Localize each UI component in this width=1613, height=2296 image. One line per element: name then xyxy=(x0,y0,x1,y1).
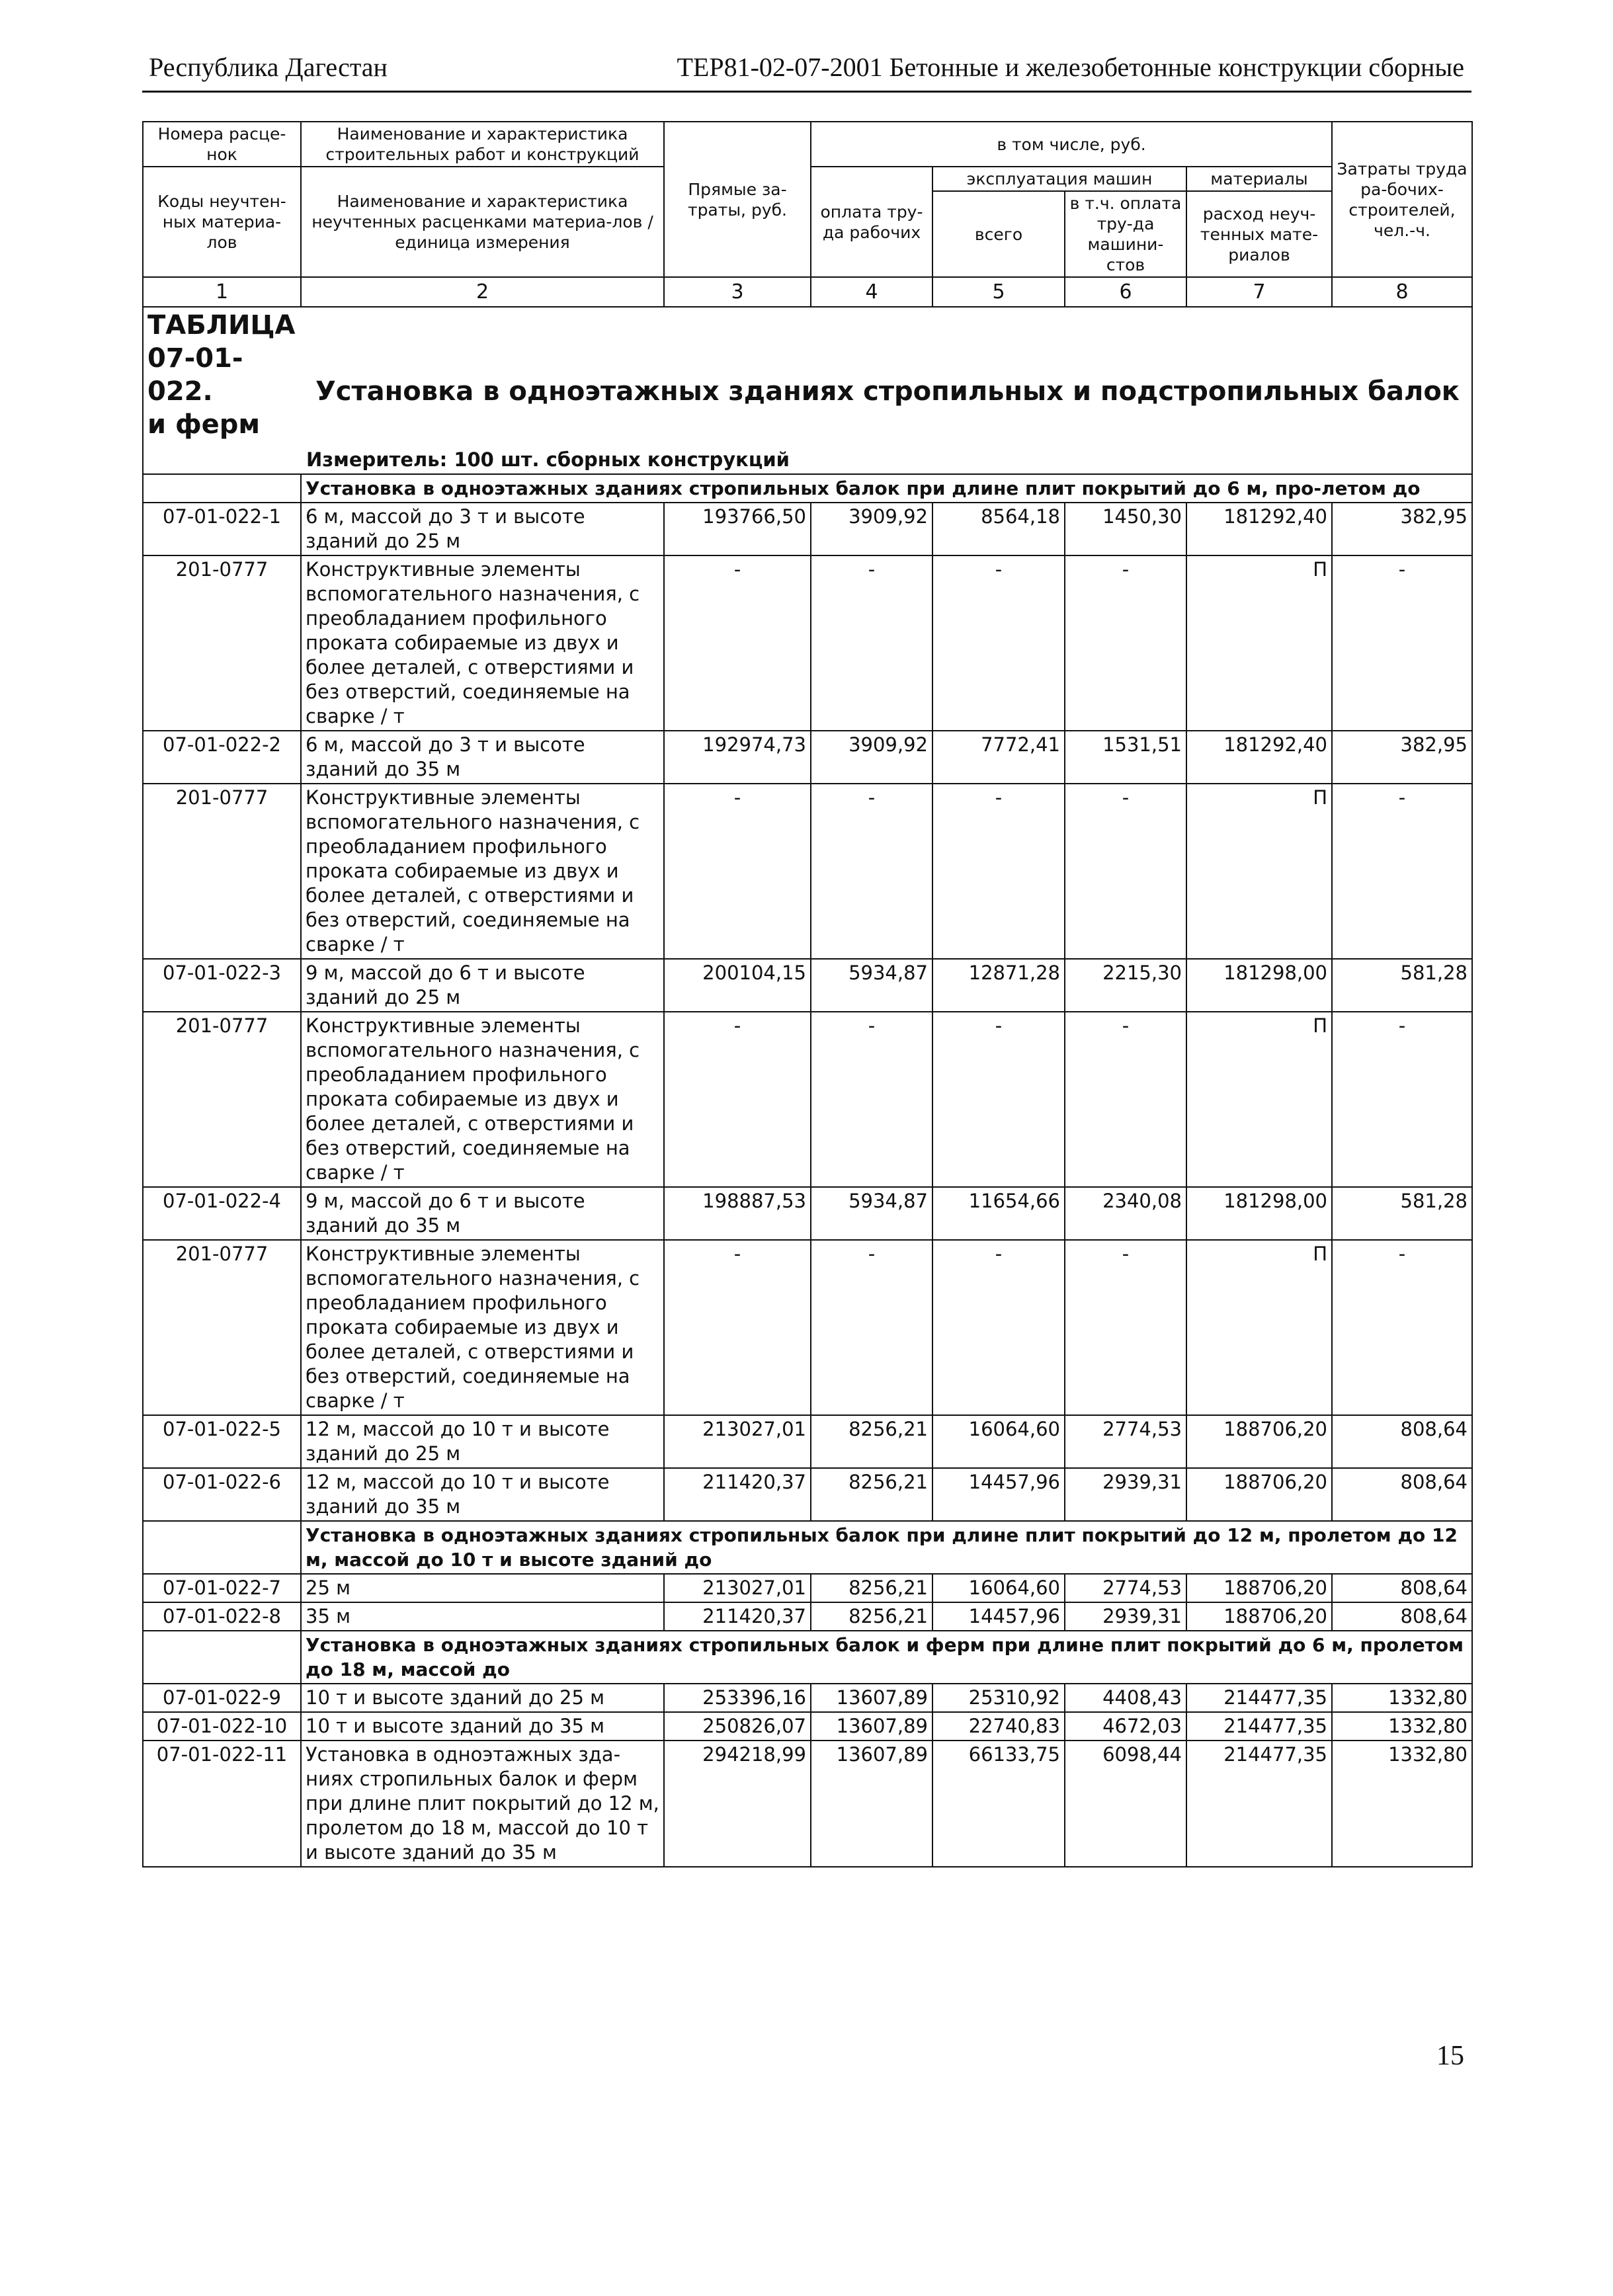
row-mat: 214477,35 xyxy=(1186,1684,1332,1712)
col-num: 4 xyxy=(811,277,932,307)
row-labor: 3909,92 xyxy=(811,731,932,784)
row-code: 07-01-022-6 xyxy=(143,1468,301,1521)
material-dash: - xyxy=(664,784,811,959)
material-dash: - xyxy=(1065,1012,1186,1187)
material-name: Конструктивные элементы вспомогательного назначения, с преобладанием профильного проката собираемые из двух и более деталей, с отверстиями и без отверстий, соединяемые на сварке / т xyxy=(301,784,664,959)
row-mach-labor: 4408,43 xyxy=(1065,1684,1186,1712)
row-direct: 211420,37 xyxy=(664,1602,811,1631)
section-heading: Установка в одноэтажных зданиях стропильных балок при длине плит покрытий до 6 м, про-летом до xyxy=(301,474,1472,503)
material-row xyxy=(143,784,1472,959)
row-hours: 1332,80 xyxy=(1332,1741,1472,1867)
col-head-4: оплата тру-да рабочих xyxy=(811,167,932,277)
material-name: Конструктивные элементы вспомогательного назначения, с преобладанием профильного проката собираемые из двух и более деталей, с отверстиями и без отверстий, соединяемые на сварке / т xyxy=(301,1012,664,1187)
section-spacer xyxy=(143,1631,301,1684)
material-dash: - xyxy=(932,784,1065,959)
row-name: 25 м xyxy=(301,1574,664,1602)
row-mach: 11654,66 xyxy=(932,1187,1065,1240)
row-hours: 581,28 xyxy=(1332,1187,1472,1240)
row-mach: 16064,60 xyxy=(932,1415,1065,1468)
material-code: 201-0777 xyxy=(143,555,301,731)
row-hours: 808,64 xyxy=(1332,1574,1472,1602)
row-mach-labor: 4672,03 xyxy=(1065,1712,1186,1741)
section-heading: Установка в одноэтажных зданиях стропильных балок и ферм при длине плит покрытий до 6 м, пролетом до 18 м, массой до xyxy=(301,1631,1472,1684)
row-mach: 25310,92 xyxy=(932,1684,1065,1712)
material-code: 201-0777 xyxy=(143,1240,301,1415)
table-label: ТАБЛИЦА 07-01-022. xyxy=(147,310,296,407)
row-mach-labor: 2340,08 xyxy=(1065,1187,1186,1240)
row-hours: 808,64 xyxy=(1332,1602,1472,1631)
row-name: 6 м, массой до 3 т и высоте зданий до 25 м xyxy=(301,503,664,555)
row-direct: 253396,16 xyxy=(664,1684,811,1712)
row-labor: 8256,21 xyxy=(811,1602,932,1631)
table-row xyxy=(143,1574,1472,1602)
row-code: 07-01-022-8 xyxy=(143,1602,301,1631)
page-number: 15 xyxy=(1436,2041,1464,2071)
col-head-2-top: Наименование и характеристика строительных работ и конструкций xyxy=(301,122,664,167)
row-name: 10 т и высоте зданий до 35 м xyxy=(301,1712,664,1741)
row-hours: 808,64 xyxy=(1332,1415,1472,1468)
row-hours: 581,28 xyxy=(1332,959,1472,1012)
table-row xyxy=(143,1415,1472,1468)
material-name: Конструктивные элементы вспомогательного назначения, с преобладанием профильного проката собираемые из двух и более деталей, с отверстиями и без отверстий, соединяемые на сварке / т xyxy=(301,555,664,731)
rates-table xyxy=(142,121,1473,1867)
col-num: 6 xyxy=(1065,277,1186,307)
col-num: 1 xyxy=(143,277,301,307)
material-dash: - xyxy=(811,555,932,731)
row-labor: 8256,21 xyxy=(811,1574,932,1602)
row-mach: 12871,28 xyxy=(932,959,1065,1012)
row-direct: 193766,50 xyxy=(664,503,811,555)
material-dash: - xyxy=(1065,555,1186,731)
row-mach: 8564,18 xyxy=(932,503,1065,555)
row-code: 07-01-022-4 xyxy=(143,1187,301,1240)
row-mat: 181292,40 xyxy=(1186,731,1332,784)
table-row xyxy=(143,731,1472,784)
material-p: П xyxy=(1186,784,1332,959)
row-labor: 5934,87 xyxy=(811,1187,932,1240)
section-heading: Установка в одноэтажных зданиях стропильных балок при длине плит покрытий до 12 м, пролетом до 12 м, массой до 10 т и высоте зданий до xyxy=(301,1521,1472,1574)
col-head-5: всего xyxy=(932,191,1065,277)
material-dash: - xyxy=(1332,1240,1472,1415)
row-labor: 13607,89 xyxy=(811,1712,932,1741)
row-name: 9 м, массой до 6 т и высоте зданий до 25 м xyxy=(301,959,664,1012)
row-code: 07-01-022-9 xyxy=(143,1684,301,1712)
row-mach: 14457,96 xyxy=(932,1602,1065,1631)
material-dash: - xyxy=(1332,1012,1472,1187)
material-p: П xyxy=(1186,1240,1332,1415)
material-code: 201-0777 xyxy=(143,784,301,959)
row-mat: 181298,00 xyxy=(1186,959,1332,1012)
row-labor: 5934,87 xyxy=(811,959,932,1012)
table-title xyxy=(147,309,1468,441)
row-labor: 13607,89 xyxy=(811,1684,932,1712)
material-row xyxy=(143,1012,1472,1187)
col-head-6: в т.ч. оплата тру-да машини-стов xyxy=(1065,191,1186,277)
table-row xyxy=(143,959,1472,1012)
col-head-3: Прямые за-траты, руб. xyxy=(664,122,811,277)
section-spacer xyxy=(143,1521,301,1574)
row-mat: 181292,40 xyxy=(1186,503,1332,555)
material-dash: - xyxy=(1065,784,1186,959)
row-direct: 192974,73 xyxy=(664,731,811,784)
row-code: 07-01-022-2 xyxy=(143,731,301,784)
row-hours: 1332,80 xyxy=(1332,1684,1472,1712)
section-spacer xyxy=(143,474,301,503)
row-mach-labor: 2939,31 xyxy=(1065,1468,1186,1521)
col-head-materials: материалы xyxy=(1186,167,1332,191)
material-dash: - xyxy=(1065,1240,1186,1415)
row-direct: 211420,37 xyxy=(664,1468,811,1521)
table-title-text: Установка в одноэтажных зданиях стропильных и подстропильных балок и ферм xyxy=(147,376,1460,440)
table-row xyxy=(143,1741,1472,1867)
col-head-incl: в том числе, руб. xyxy=(811,122,1332,167)
row-code: 07-01-022-10 xyxy=(143,1712,301,1741)
row-mach-labor: 2774,53 xyxy=(1065,1574,1186,1602)
row-mat: 181298,00 xyxy=(1186,1187,1332,1240)
row-name: 10 т и высоте зданий до 25 м xyxy=(301,1684,664,1712)
material-dash: - xyxy=(1332,555,1472,731)
row-mach-labor: 1531,51 xyxy=(1065,731,1186,784)
col-head-2-bottom: Наименование и характеристика неучтенных расценками материа-лов / единица измерения xyxy=(301,167,664,277)
row-labor: 13607,89 xyxy=(811,1741,932,1867)
material-code: 201-0777 xyxy=(143,1012,301,1187)
row-mach-labor: 6098,44 xyxy=(1065,1741,1186,1867)
col-head-1-top: Номера расце-нок xyxy=(143,122,301,167)
col-num: 8 xyxy=(1332,277,1472,307)
header-right: ТЕР81-02-07-2001 Бетонные и железобетонные конструкции сборные xyxy=(677,52,1464,82)
table-row xyxy=(143,503,1472,555)
col-num: 7 xyxy=(1186,277,1332,307)
row-mach-labor: 2215,30 xyxy=(1065,959,1186,1012)
row-direct: 200104,15 xyxy=(664,959,811,1012)
table-row xyxy=(143,1602,1472,1631)
material-p: П xyxy=(1186,1012,1332,1187)
row-mach: 16064,60 xyxy=(932,1574,1065,1602)
table-row xyxy=(143,1468,1472,1521)
row-direct: 294218,99 xyxy=(664,1741,811,1867)
row-name: Установка в одноэтажных зда-ниях стропильных балок и ферм при длине плит покрытий до 12 м, пролетом до 18 м, массой до 10 т и высоте зданий до 35 м xyxy=(301,1741,664,1867)
col-head-8: Затраты труда ра-бочих-строителей, чел.-ч. xyxy=(1332,122,1472,277)
col-head-expl: эксплуатация машин xyxy=(932,167,1186,191)
row-name: 35 м xyxy=(301,1602,664,1631)
col-head-7: расход неуч-тенных мате-риалов xyxy=(1186,191,1332,277)
col-num: 2 xyxy=(301,277,664,307)
row-hours: 808,64 xyxy=(1332,1468,1472,1521)
table-title-block xyxy=(143,307,1472,474)
row-labor: 8256,21 xyxy=(811,1468,932,1521)
material-dash: - xyxy=(932,1240,1065,1415)
row-code: 07-01-022-3 xyxy=(143,959,301,1012)
row-labor: 8256,21 xyxy=(811,1415,932,1468)
material-dash: - xyxy=(664,1012,811,1187)
row-direct: 213027,01 xyxy=(664,1415,811,1468)
row-direct: 250826,07 xyxy=(664,1712,811,1741)
material-dash: - xyxy=(932,555,1065,731)
table-row xyxy=(143,1187,1472,1240)
material-dash: - xyxy=(664,1240,811,1415)
col-num: 3 xyxy=(664,277,811,307)
material-dash: - xyxy=(811,1012,932,1187)
row-mach-labor: 1450,30 xyxy=(1065,503,1186,555)
row-hours: 382,95 xyxy=(1332,503,1472,555)
row-hours: 382,95 xyxy=(1332,731,1472,784)
row-mach: 66133,75 xyxy=(932,1741,1065,1867)
row-direct: 213027,01 xyxy=(664,1574,811,1602)
material-name: Конструктивные элементы вспомогательного назначения, с преобладанием профильного проката собираемые из двух и более деталей, с отверстиями и без отверстий, соединяемые на сварке / т xyxy=(301,1240,664,1415)
row-mat: 188706,20 xyxy=(1186,1602,1332,1631)
row-hours: 1332,80 xyxy=(1332,1712,1472,1741)
row-code: 07-01-022-1 xyxy=(143,503,301,555)
row-mat: 214477,35 xyxy=(1186,1741,1332,1867)
row-name: 6 м, массой до 3 т и высоте зданий до 35 м xyxy=(301,731,664,784)
material-row xyxy=(143,1240,1472,1415)
material-dash: - xyxy=(811,1240,932,1415)
row-mach: 14457,96 xyxy=(932,1468,1065,1521)
row-mat: 188706,20 xyxy=(1186,1415,1332,1468)
row-mat: 188706,20 xyxy=(1186,1574,1332,1602)
row-direct: 198887,53 xyxy=(664,1187,811,1240)
row-labor: 3909,92 xyxy=(811,503,932,555)
header-rule xyxy=(142,91,1471,93)
header-left: Республика Дагестан xyxy=(149,52,388,82)
row-mach-labor: 2939,31 xyxy=(1065,1602,1186,1631)
row-mat: 188706,20 xyxy=(1186,1468,1332,1521)
row-code: 07-01-022-5 xyxy=(143,1415,301,1468)
material-dash: - xyxy=(932,1012,1065,1187)
row-name: 12 м, массой до 10 т и высоте зданий до 25 м xyxy=(301,1415,664,1468)
row-name: 12 м, массой до 10 т и высоте зданий до 35 м xyxy=(301,1468,664,1521)
col-head-1-bottom: Коды неучтен-ных материа-лов xyxy=(143,167,301,277)
col-num: 5 xyxy=(932,277,1065,307)
row-code: 07-01-022-11 xyxy=(143,1741,301,1867)
row-mach-labor: 2774,53 xyxy=(1065,1415,1186,1468)
table-row xyxy=(143,1684,1472,1712)
material-dash: - xyxy=(1332,784,1472,959)
row-mach: 7772,41 xyxy=(932,731,1065,784)
material-p: П xyxy=(1186,555,1332,731)
row-name: 9 м, массой до 6 т и высоте зданий до 35 м xyxy=(301,1187,664,1240)
table-row xyxy=(143,1712,1472,1741)
row-code: 07-01-022-7 xyxy=(143,1574,301,1602)
material-dash: - xyxy=(664,555,811,731)
row-mach: 22740,83 xyxy=(932,1712,1065,1741)
table-measure: Измеритель: 100 шт. сборных конструкций xyxy=(306,448,790,471)
row-mat: 214477,35 xyxy=(1186,1712,1332,1741)
material-row xyxy=(143,555,1472,731)
material-dash: - xyxy=(811,784,932,959)
